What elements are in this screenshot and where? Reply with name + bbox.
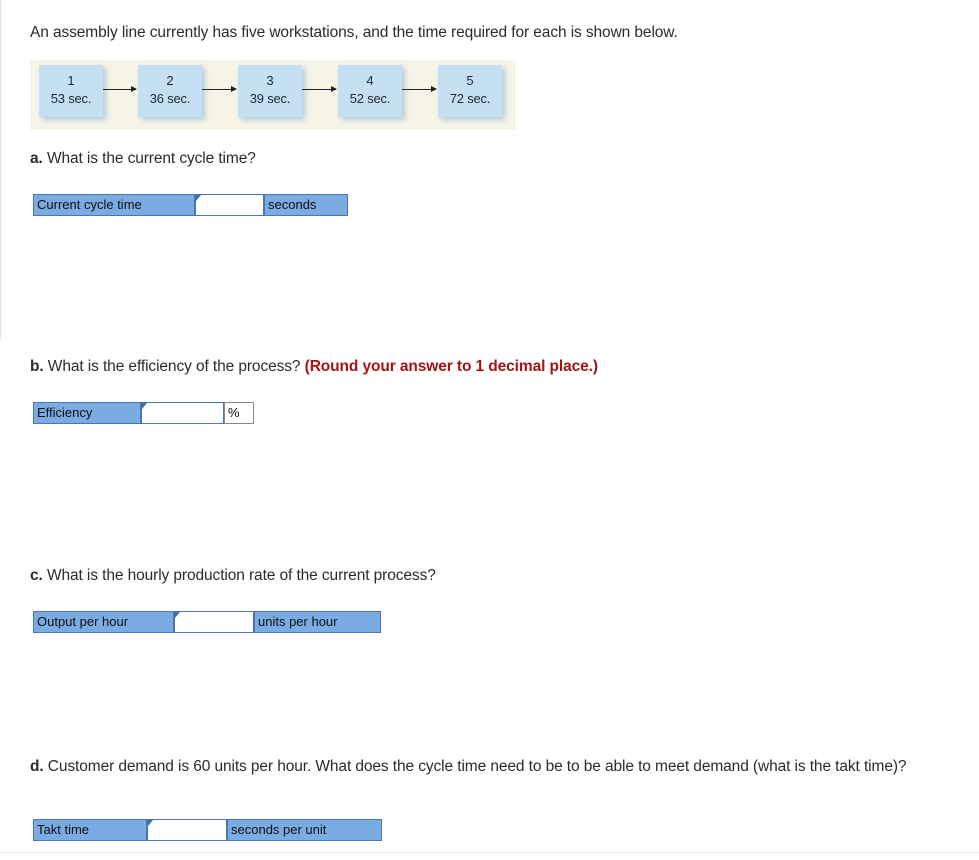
efficiency-unit: % [224,402,254,424]
bottom-divider [0,852,979,853]
current-cycle-time-input-cell[interactable] [195,194,264,216]
output-per-hour-input[interactable] [178,613,253,631]
flow-arrow-1 [103,89,136,90]
station-time: 39 sec. [249,91,291,106]
workstation-flow-diagram [30,60,516,130]
output-per-hour-label: Output per hour [33,611,174,633]
output-per-hour-unit: units per hour [254,611,381,633]
question-c-prefix: c. [30,567,43,584]
question-c [30,567,436,585]
workstation-3 [238,65,302,117]
intro-text: An assembly line currently has five workstations, and the time required for each is shown below. [30,24,678,41]
question-d-text: Customer demand is 60 units per hour. What does the cycle time need to be to be able to meet demand (what is the takt time)? [43,758,907,775]
question-c-text: What is the hourly production rate of the current process? [42,567,436,584]
workstation-5 [438,65,502,117]
current-cycle-time-label: Current cycle time [33,194,195,216]
answer-row-d [33,819,382,841]
takt-time-label: Takt time [33,819,147,841]
question-a-text: What is the current cycle time? [42,150,256,167]
workstation-4 [338,65,402,117]
question-b [30,358,598,376]
station-number: 1 [67,73,75,88]
station-time: 36 sec. [149,91,191,106]
efficiency-label: Efficiency [33,402,141,424]
output-per-hour-input-cell[interactable] [174,611,254,633]
answer-row-a [33,194,348,216]
flow-arrow-3 [302,89,336,90]
question-a-prefix: a. [30,150,43,167]
left-divider [0,0,1,340]
question-d-prefix: d. [30,758,44,775]
station-time: 72 sec. [449,91,491,106]
station-number: 2 [166,73,174,88]
flow-arrow-4 [402,89,436,90]
takt-time-input[interactable] [151,821,226,839]
takt-time-input-cell[interactable] [147,819,227,841]
station-number: 3 [266,73,274,88]
takt-time-unit: seconds per unit [227,819,382,841]
flow-arrow-2 [202,89,236,90]
question-b-prefix: b. [30,358,44,375]
question-a [30,150,256,168]
answer-row-c [33,611,381,633]
workstation-2 [138,65,202,117]
rounding-hint: (Round your answer to 1 decimal place.) [304,358,598,375]
answer-row-b [33,402,254,424]
efficiency-input[interactable] [145,404,223,422]
station-time: 53 sec. [50,91,92,106]
question-d [30,758,906,776]
station-number: 5 [466,73,474,88]
efficiency-input-cell[interactable] [141,402,224,424]
question-b-text: What is the efficiency of the process? [43,358,305,375]
current-cycle-time-input[interactable] [199,196,263,214]
station-time: 52 sec. [349,91,391,106]
station-number: 4 [366,73,374,88]
current-cycle-time-unit: seconds [264,194,348,216]
workstation-1 [39,65,103,117]
